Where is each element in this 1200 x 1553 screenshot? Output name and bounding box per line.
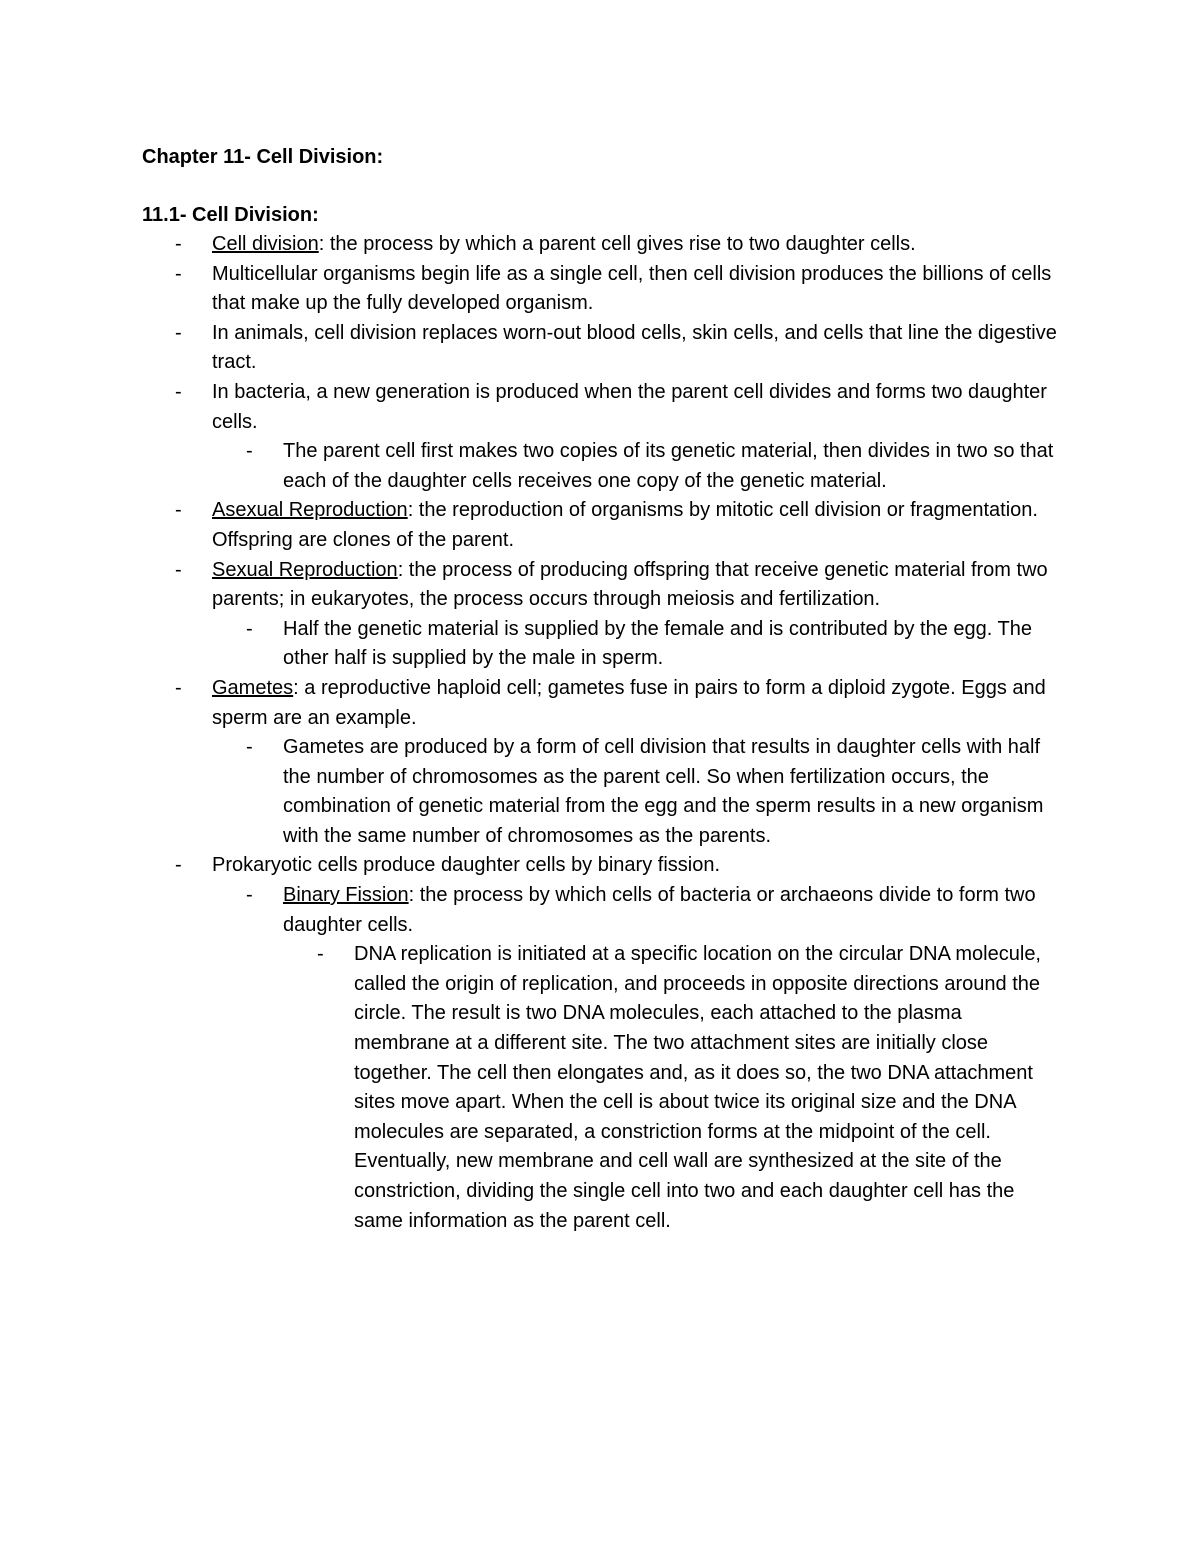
item-text: DNA replication is initiated at a specific location on the circular DNA molecule, called the origin of replication, and proceeds in opposite directions around the circle. The result is two DNA molecules, each attached to the plasma membrane at a different site. The two attachment sites are initially close together. The cell then elongates and, as it does so, the two DNA attachment sites move apart. When the cell is about twice its original size and the DNA molecules are separated, a constriction forms at the midpoint of the cell. Eventually, new membrane and cell wall are synthesized at the site of the constriction, dividing the single cell into two and each daughter cell has the same information as the parent cell. [354, 943, 1041, 1232]
bullet-dash: - [175, 676, 182, 699]
list-item-multicellular [0, 260, 1062, 319]
list-item-sexual-reproduction [0, 556, 1062, 615]
bullet-dash: - [175, 499, 182, 522]
list-item-gametes [0, 674, 1062, 733]
term-sexual-reproduction: Sexual Reproduction [212, 558, 398, 581]
list-item-animals [0, 319, 1062, 378]
chapter-title: Chapter 11- Cell Division: [142, 146, 384, 168]
item-text: Prokaryotic cells produce daughter cells by binary fission. [212, 854, 721, 877]
bullet-dash: - [175, 321, 182, 344]
list-item-dna-replication [0, 940, 1054, 1236]
bullet-dash: - [175, 262, 182, 285]
definition-text: : a reproductive haploid cell; gametes fuse in pairs to form a diploid zygote. Eggs and sperm are an example. [212, 676, 1046, 729]
bullet-dash: - [317, 943, 324, 966]
item-text: Multicellular organisms begin life as a single cell, then cell division produces the billions of cells that make up the fully developed organism. [212, 262, 1052, 315]
bullet-dash: - [246, 884, 253, 907]
item-text: Half the genetic material is supplied by the female and is contributed by the egg. The other half is supplied by the male in sperm. [283, 617, 1032, 670]
term-binary-fission: Binary Fission [283, 884, 409, 907]
bullet-dash: - [175, 558, 182, 581]
list-item-half-genetic [0, 615, 1063, 674]
list-item-gametes-produced [0, 733, 1063, 851]
item-text: In bacteria, a new generation is produced when the parent cell divides and forms two daughter cells. [212, 380, 1047, 433]
list-item-binary-fission [0, 881, 1063, 940]
list-item-parent-copies [0, 437, 1063, 496]
bullet-dash: - [175, 380, 182, 403]
list-item-prokaryotic [0, 851, 1062, 881]
bullet-dash: - [175, 854, 182, 877]
term-cell-division: Cell division [212, 233, 319, 255]
bullet-dash: - [246, 440, 253, 463]
item-text: Gametes are produced by a form of cell division that results in daughter cells with half the number of chromosomes as the parent cell. So when fertilization occurs, the combination of genetic material from the egg and the sperm results in a new organism with the same number of chromosomes as the parents. [283, 736, 1044, 847]
definition-text: : the reproduction of organisms by mitotic cell division or fragmentation. Offspring are clones of the parent. [212, 499, 1038, 551]
item-text: In animals, cell division replaces worn-out blood cells, skin cells, and cells that line the digestive tract. [212, 321, 1057, 374]
term-gametes: Gametes [212, 676, 294, 699]
notes-list [0, 230, 1200, 1236]
item-text: The parent cell first makes two copies of its genetic material, then divides in two so that each of the daughter cells receives one copy of the genetic material. [283, 440, 1054, 492]
list-item-asexual-reproduction [0, 496, 1062, 555]
definition-text: : the process by which a parent cell gives rise to two daughter cells. [318, 233, 916, 255]
definition-text: : the process of producing offspring that receive genetic material from two parents; in eukaryotes, the process occurs through meiosis and fertilization. [212, 558, 1048, 611]
bullet-dash: - [246, 617, 253, 640]
term-asexual-reproduction: Asexual Reproduction [212, 499, 408, 522]
list-item-bacteria [0, 378, 1062, 437]
bullet-dash: - [246, 736, 253, 759]
section-title: 11.1- Cell Division: [142, 204, 319, 226]
definition-text: : the process by which cells of bacteria or archaeons divide to form two daughter cells. [283, 884, 1036, 936]
list-item-cell-division [0, 230, 1062, 260]
bullet-dash: - [175, 233, 182, 255]
